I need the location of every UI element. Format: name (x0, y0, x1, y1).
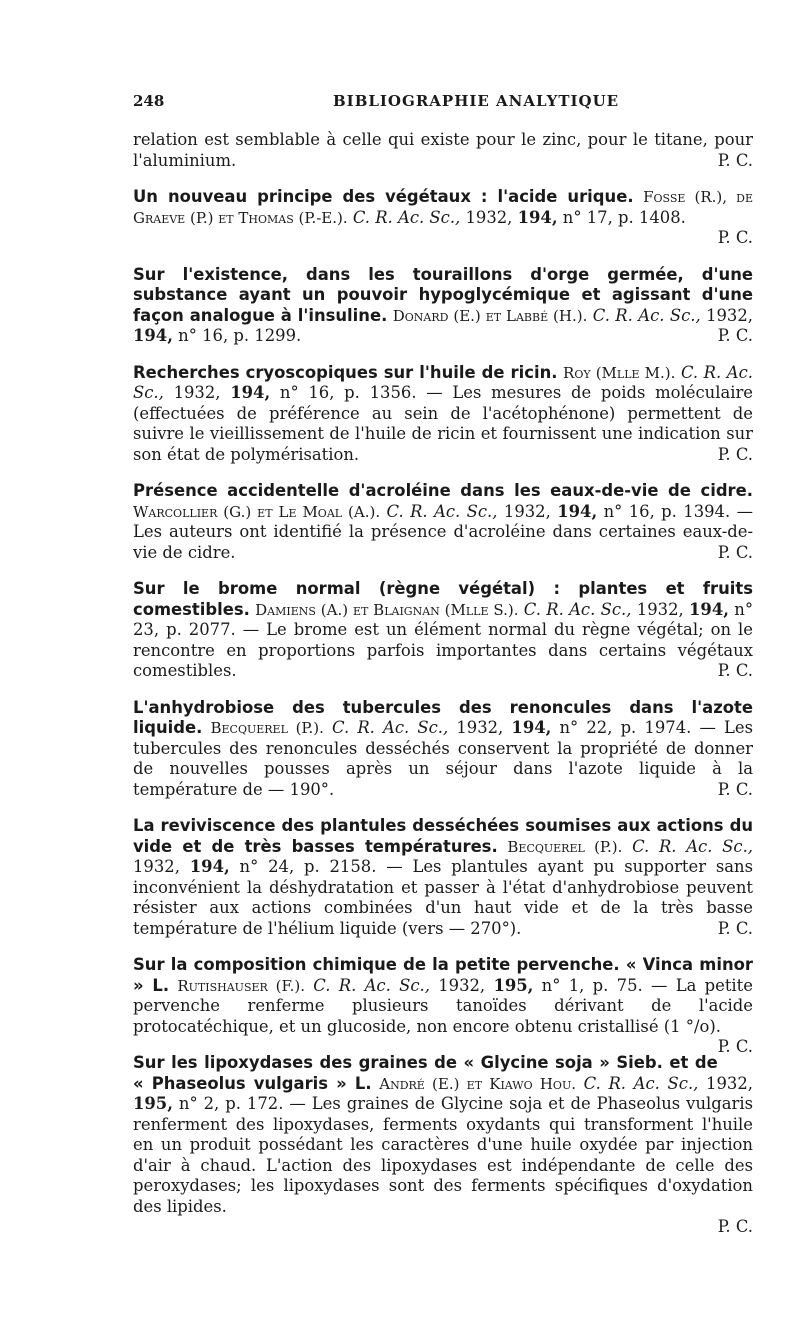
entry-title: La reviviscence des plantules desséchées soumises aux actions du vide et de très basses températures. (133, 816, 753, 856)
bibliography-entry (133, 955, 753, 1056)
entry-ref: n° 1, p. 75. (541, 975, 643, 995)
entry-year: 1932, (438, 975, 486, 995)
bibliography-entry (133, 481, 753, 563)
entry-year: 1932, (706, 1073, 753, 1093)
entry-title: Sur les lipoxydases des graines de « Glycine soja » Sieb. et de « Phaseolus vulgaris » L. (133, 1053, 718, 1093)
bibliography-entry (133, 579, 753, 682)
entry-journal: C. R. Ac. Sc., (386, 501, 498, 521)
entry-authors: Warcollier (G.) et Le Moal (A.). (133, 502, 381, 521)
entry-authors: André (E.) et Kiawo Hou. (379, 1074, 576, 1093)
entry-initials: P. C. (717, 1217, 753, 1236)
entry-year: 1932, (465, 207, 513, 227)
entry-title: Sur le brome normal (règne végétal) : plantes et fruits comestibles. (133, 579, 753, 619)
entry-year: 1932, (133, 857, 180, 876)
entry-authors: Becquerel (P.). (210, 719, 324, 737)
entry-title: Présence accidentelle d'acroléine dans les eaux-de-vie de cidre. (133, 481, 753, 500)
bibliography-entry (133, 187, 753, 249)
entry-initials: P. C. (717, 1037, 753, 1056)
entry-initials: P. C. (717, 326, 753, 345)
entry-journal: C. R. Ac. Sc., (352, 207, 461, 227)
bibliography-entry (133, 265, 753, 347)
entry-abstract: — Les auteurs ont identifié la présence d'acroléine dans certaines eaux-de-vie de cidre. (133, 501, 753, 562)
entry-volume: 195, (133, 1094, 173, 1113)
entry-initials: P. C. (717, 228, 753, 247)
entry-title: Sur la composition chimique de la petite pervenche. « Vinca minor » L. (133, 955, 753, 995)
entry-abstract: — Les graines de Glycine soja et de Phaseolus vulgaris renferment des lipoxydases, ferments oxydants qui transforment l'huile en un produit possédant les caractères d'une huile oxydée par injection d'air à chaud. L'action des lipoxydases est indépendante de celle des peroxydases; les lipoxydases sont des ferments spécifiques d'oxydation des lipides. (133, 1094, 753, 1216)
entry-ref: n° 22, p. 1974. (559, 718, 692, 737)
entry-journal: C. R. Ac. Sc., (632, 836, 753, 856)
entry-year: 1932, (456, 718, 504, 737)
entry-ref: n° 17, p. 1408. (562, 207, 686, 227)
entry-authors: Donard (E.) et Labbé (H.). (392, 306, 588, 325)
entry-authors: Damiens (A.) et Blaignan (Mlle S.). (255, 600, 519, 619)
entry-year: 1932, (173, 383, 221, 402)
bibliography-entry (133, 363, 753, 466)
entry-ref: n° 16, p. 1394. (603, 501, 731, 521)
entry-text: relation est semblable à celle qui existe pour le zinc, pour le titane, pour l'aluminium. (133, 130, 753, 170)
entry-abstract: — Les tubercules des renoncules desséchés conservent la propriété de donner de nouvelles pousses après un séjour dans l'azote liquide à la température de — 190°. (133, 718, 753, 799)
entry-abstract: — La petite pervenche renferme plusieurs tanoïdes dérivant de l'acide protocatéchique, et un glucoside, non encore obtenu cristallisé (1 °/o). (133, 975, 753, 1036)
entry-journal: C. R. Ac. Sc., (583, 1073, 699, 1093)
entry-initials: P. C. (717, 150, 753, 170)
entry-volume: 195, (493, 975, 534, 995)
entry-ref: n° 16, p. 1299. (178, 326, 302, 345)
entry-journal: C. R. Ac. Sc., (523, 599, 632, 619)
entry-initials: P. C. (717, 918, 753, 938)
entry-title: L'anhydrobiose des tubercules des renoncules dans l'azote liquide. (133, 697, 753, 737)
entry-continuation (133, 130, 753, 171)
entry-title: Un nouveau principe des végétaux : l'acide urique. (133, 187, 634, 206)
entry-initials: P. C. (717, 661, 753, 680)
entry-volume: 194, (511, 718, 552, 737)
entry-year: 1932, (503, 501, 551, 521)
entry-journal: C. R. Ac. Sc., (133, 362, 753, 402)
entry-authors: Rutishauser (F.). (177, 976, 305, 995)
entry-year: 1932, (636, 599, 684, 619)
entry-volume: 194, (689, 599, 729, 619)
entry-title: Sur l'existence, dans les touraillons d'orge germée, d'une substance ayant un pouvoir hypoglycémique et agissant d'une façon analogue à l'insuline. (133, 264, 753, 325)
entry-authors: Fosse (R.), de Graeve (P.) et Thomas (P.-E.). (133, 188, 753, 227)
entry-ref: n° 16, p. 1356. (279, 383, 417, 402)
entry-volume: 194, (557, 501, 598, 521)
bibliography-entry (133, 698, 753, 801)
entry-title: Recherches cryoscopiques sur l'huile de ricin. (133, 362, 558, 382)
bibliography-body (133, 130, 753, 1254)
entry-journal: C. R. Ac. Sc., (592, 305, 701, 325)
entry-volume: 194, (517, 207, 558, 227)
entry-journal: C. R. Ac. Sc., (332, 718, 449, 737)
page-header (133, 92, 753, 114)
entry-ref: n° 2, p. 172. (178, 1094, 284, 1113)
entry-abstract: — Le brome est un élément normal du règne végétal; on le rencontre en proportions parfois importantes dans certains végétaux comestibles. (133, 620, 753, 680)
entry-initials: P. C. (717, 542, 753, 562)
entry-abstract: — Les mesures de poids moléculaire (effectuées de préférence au sein de l'acétophénone) permettent de suivre le vieillissement de l'huile de ricin et fournissent une indication sur son état de polymérisation. (133, 383, 754, 464)
entry-abstract: — Les plantules ayant pu supporter sans inconvénient la déshydratation et passer à l'état d'anhydrobiose peuvent résister aux actions combinées d'un haut vide et de la très basse température de l'hélium liquide (vers — 270°). (133, 857, 753, 938)
entry-ref: n° 24, p. 2158. (239, 857, 377, 876)
entry-initials: P. C. (717, 444, 753, 464)
entry-volume: 194, (133, 326, 173, 345)
entry-year: 1932, (706, 305, 754, 325)
page-number: 248 (133, 92, 165, 110)
bibliography-entry (133, 1053, 753, 1238)
running-title: BIBLIOGRAPHIE ANALYTIQUE (333, 92, 620, 110)
entry-journal: C. R. Ac. Sc., (313, 975, 430, 995)
entry-ref: n° 23, p. 2077. (133, 599, 754, 639)
entry-authors: Becquerel (P.). (507, 837, 623, 856)
entry-authors: Roy (Mlle M.). (563, 363, 676, 382)
entry-volume: 194, (230, 383, 271, 402)
entry-initials: P. C. (717, 779, 753, 799)
entry-volume: 194, (189, 857, 230, 876)
bibliography-entry (133, 816, 753, 939)
